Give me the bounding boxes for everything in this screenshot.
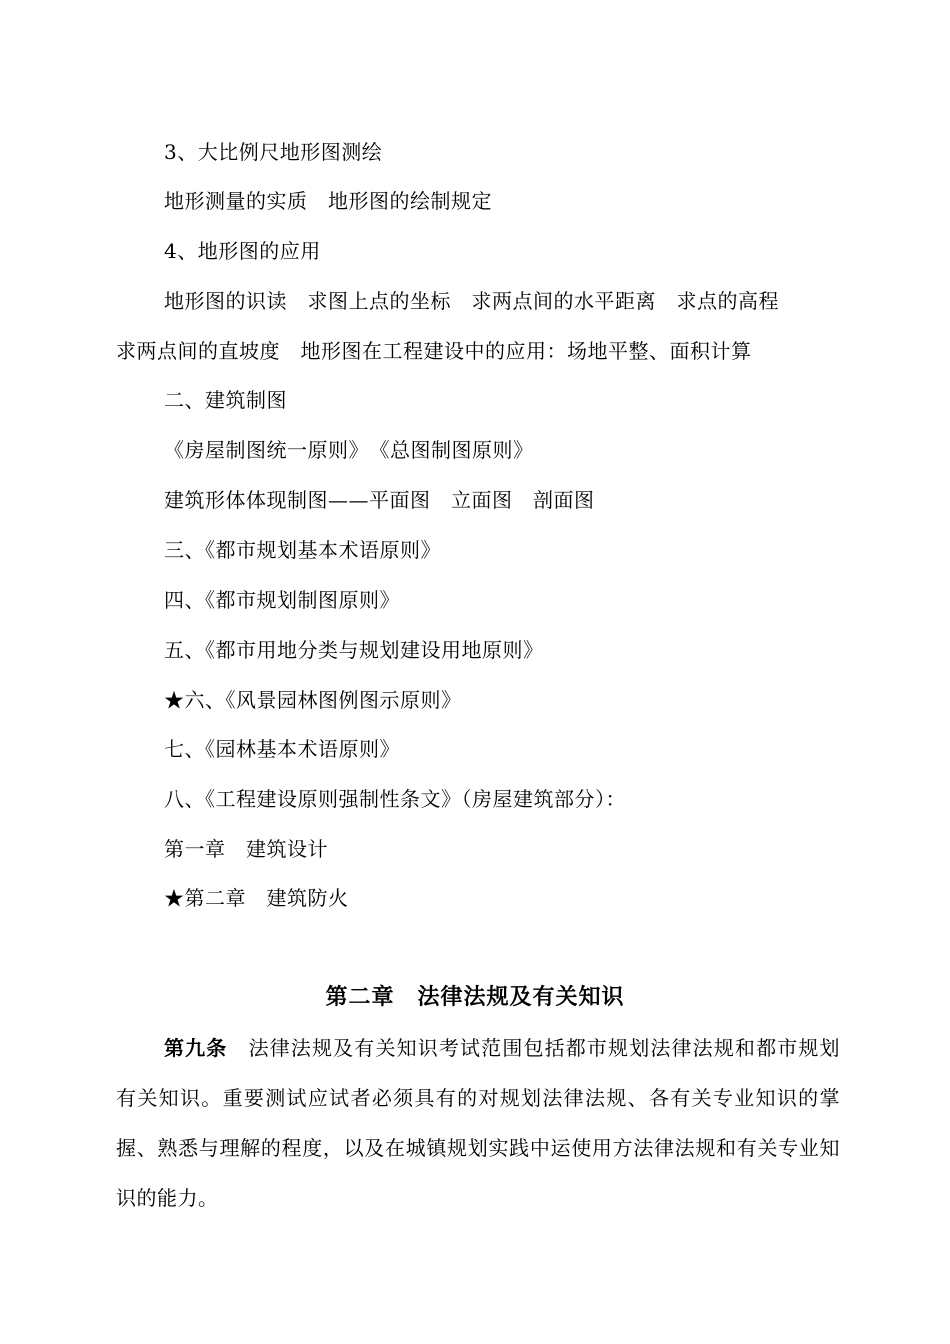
outline-building-views: 建筑形体体现制图——平面图 立面图 剖面图 <box>164 488 595 512</box>
chapter-heading: 第二章 法律法规及有关知识 <box>325 985 625 1010</box>
outline-chapter-one: 第一章 建筑设计 <box>164 837 328 861</box>
outline-section-eight: 八、《工程建设原则强制性条文》（房屋建筑部分）： <box>164 787 626 811</box>
article-paragraph <box>116 1023 840 1223</box>
outline-section-building-drawing: 二、建筑制图 <box>164 388 287 412</box>
outline-section-four: 四、《都市规划制图原则》 <box>164 588 400 612</box>
outline-section-six: ★六、《风景园林图例图示原则》 <box>164 688 462 712</box>
outline-subitems-map-application: 地形图的识读 求图上点的坐标 求两点间的水平距离 求点的高程 <box>164 289 779 313</box>
outline-section-three: 三、《都市规划基本术语原则》 <box>164 538 441 562</box>
outline-section-five: 五、《都市用地分类与规划建设用地原则》 <box>164 638 544 662</box>
article-label: 第九条 <box>164 1036 228 1060</box>
outline-subitems-survey: 地形测量的实质 地形图的绘制规定 <box>164 189 492 213</box>
outline-subitems-map-application-cont: 求两点间的直坡度 地形图在工程建设中的应用：场地平整、面积计算 <box>116 339 752 363</box>
outline-item-map-application: 4、地形图的应用 <box>164 239 321 263</box>
outline-item-survey: 3、大比例尺地形图测绘 <box>164 140 383 164</box>
outline-section-seven: 七、《园林基本术语原则》 <box>164 737 400 761</box>
article-text: 法律法规及有关知识考试范围包括都市规划法律法规和都市规划有关知识。重要测试应试者必须具有的对规划法律法规、各有关专业知识的掌握、熟悉与理解的程度，以及在城镇规划实践中运使用方法律法规和有关专业知识的能力。 <box>116 1036 841 1210</box>
outline-chapter-two: ★第二章 建筑防火 <box>164 886 349 910</box>
outline-standards-drawing: 《房屋制图统一原则》 《总图制图原则》 <box>164 438 534 462</box>
